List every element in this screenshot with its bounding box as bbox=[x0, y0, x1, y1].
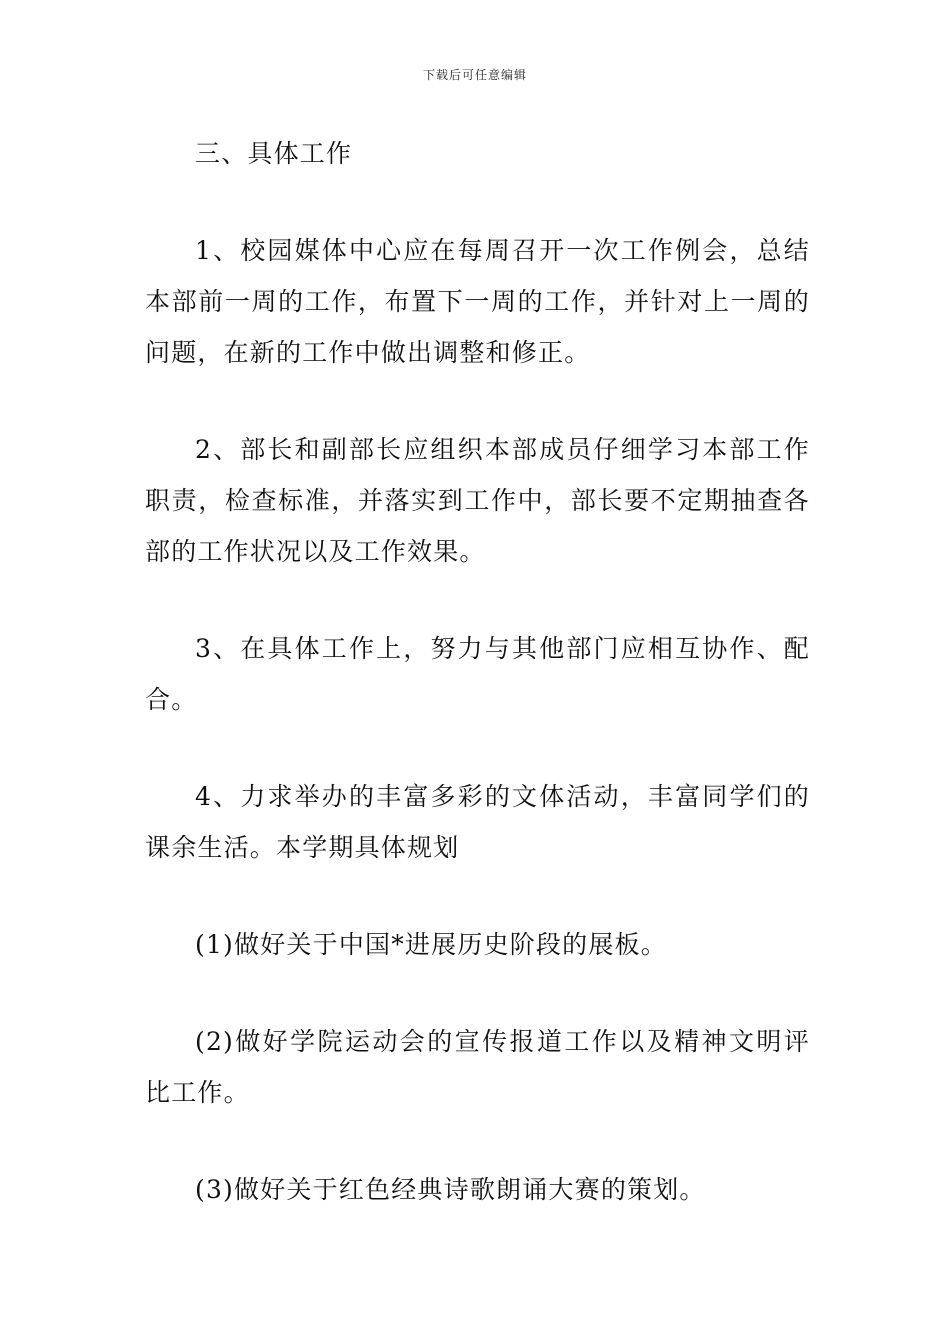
paragraph-4: 4、力求举办的丰富多彩的文体活动，丰富同学们的课余生活。本学期具体规划 bbox=[145, 782, 810, 862]
section-title: 三、具体工作 bbox=[195, 139, 353, 168]
plan-item-1: (1)做好关于中国*进展历史阶段的展板。 bbox=[195, 930, 667, 959]
paragraph-1: 1、校园媒体中心应在每周召开一次工作例会，总结本部前一周的工作，布置下一周的工作，并针对上一周的问题，在新的工作中做出调整和修正。 bbox=[145, 236, 810, 367]
plan-item-2: (2)做好学院运动会的宣传报道工作以及精神文明评比工作。 bbox=[145, 1027, 810, 1107]
paragraph-3: 3、在具体工作上，努力与其他部门应相互协作、配合。 bbox=[145, 634, 810, 714]
document-body bbox=[145, 128, 810, 1261]
plan-item-3: (3)做好关于红色经典诗歌朗诵大赛的策划。 bbox=[195, 1175, 706, 1204]
paragraph-2: 2、部长和副部长应组织本部成员仔细学习本部工作职责，检查标准，并落实到工作中，部长要不定期抽查各部的工作状况以及工作效果。 bbox=[145, 435, 810, 566]
page-header-note: 下载后可任意编辑 bbox=[422, 68, 527, 82]
